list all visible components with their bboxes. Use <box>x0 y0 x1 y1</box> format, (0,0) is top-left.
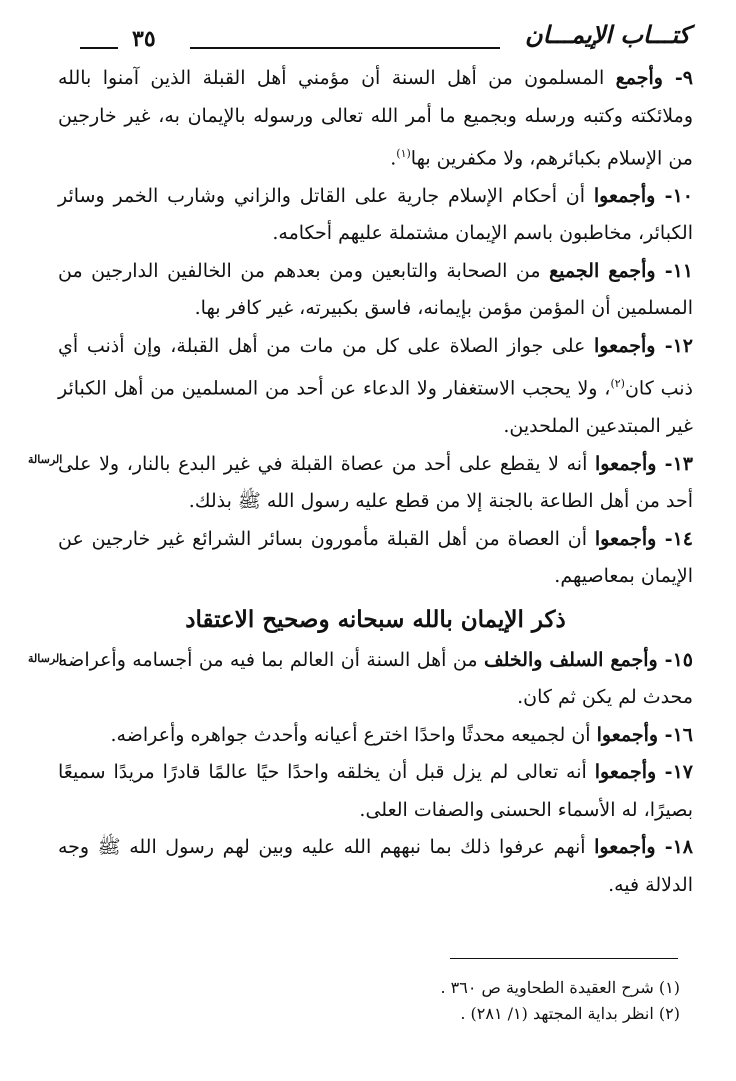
margin-note: الرسالة <box>28 453 63 466</box>
paragraph-text: من أهل السنة أن العالم بما فيه من أجسامه وأعراضه محدث لم يكن ثم كان. <box>58 648 693 709</box>
paragraph-text: أنه تعالى لم يزل قبل أن يخلقه واحدًا حيًا عالمًا قادرًا مريدًا سميعًا بصيرًا، له الأسماء الحسنى والصفات العلى. <box>58 761 693 821</box>
paragraph-text: أنه لا يقطع على أحد من عصاة القبلة في غير البدع بالنار، ولا على أحد من أهل الطاعة بالجنة إلا من قطع عليه رسول الله ﷺ بذلك. <box>58 452 693 513</box>
paragraph <box>58 829 693 904</box>
paragraph-tail: ، ولا يحجب الاستغفار ولا الدعاء عن أحد من المسلمين من أهل الكبائر غير المبتدعين الملحدين. <box>58 377 693 438</box>
paragraph <box>58 754 693 829</box>
paragraph-lead: ١٢- وأجمعوا <box>594 334 693 357</box>
paragraph <box>58 328 693 446</box>
header-rule <box>190 47 500 49</box>
footnote: (٢) انظر بداية المجتهد (١/ ٢٨١) . <box>460 1004 680 1023</box>
footnote: (١) شرح العقيدة الطحاوية ص ٣٦٠ . <box>440 978 680 997</box>
paragraph-lead: ١٥- وأجمع السلف والخلف <box>483 648 693 671</box>
paragraph-tail: . <box>390 147 397 170</box>
footnote-ref[interactable]: (٢) <box>610 377 625 391</box>
paragraph-lead: ١٠- وأجمعوا <box>593 184 693 207</box>
paragraph <box>58 521 693 596</box>
paragraph <box>58 446 693 521</box>
paragraph-lead: ٩- وأجمع <box>615 67 693 89</box>
paragraph <box>58 717 693 755</box>
footnotes <box>360 975 680 1027</box>
paragraph <box>58 642 693 717</box>
paragraph-lead: ١٣- وأجمعوا <box>595 452 693 475</box>
paragraph-text: أن العصاة من أهل القبلة مأمورون بسائر الشرائع غير خارجين عن الإيمان بمعاصيهم. <box>58 527 693 588</box>
paragraph-lead: ١٤- وأجمعوا <box>594 527 693 550</box>
paragraph-text: أن لجميعه محدثًا واحدًا اخترع أعيانه وأحدث جواهره وأعراضه. <box>110 723 597 746</box>
main-text <box>58 60 693 904</box>
paragraph-text: أن أحكام الإسلام جارية على القاتل والزاني وشارب الخمر وسائر الكبائر، مخاطبون باسم الإيمان مشتملة عليهم أحكامه. <box>58 184 693 245</box>
page-number: ٣٥ <box>132 26 156 52</box>
margin-note: الرسالة <box>28 652 63 665</box>
paragraph-text: أنهم عرفوا ذلك بما نبههم الله عليه وبين لهم رسول الله ﷺ وجه الدلالة فيه. <box>58 836 693 896</box>
footnote-divider <box>450 958 678 959</box>
paragraph-lead: ١٦- وأجمعوا <box>596 723 693 746</box>
paragraph <box>58 178 693 253</box>
page-header <box>60 20 700 60</box>
paragraph <box>58 253 693 328</box>
paragraph-lead: ١٧- وأجمعوا <box>594 761 693 784</box>
paragraph-lead: ١١- وأجمع الجميع <box>549 259 693 282</box>
paragraph-text: من الصحابة والتابعين ومن بعدهم من الخالفين الدارجين من المسلمين أن المؤمن مؤمن بإيمانه، فاسق بكبيرته، غير كافر بها. <box>58 259 693 320</box>
header-rule <box>80 47 118 49</box>
paragraph-text: على جواز الصلاة على كل من مات من أهل القبلة، وإن أذنب أي ذنب كان <box>58 334 694 400</box>
paragraph-text: المسلمون من أهل السنة أن مؤمني أهل القبلة الذين آمنوا بالله وملائكته وكتبه ورسله وبجميع ما أمر الله تعالى ورسوله بالإيمان به، غير خارجين من الإسلام بكبائرهم، ولا مكفرين بها <box>58 67 693 170</box>
book-title: كتـــاب الإيمـــان <box>525 20 690 49</box>
section-heading: ذكر الإيمان بالله سبحانه وصحيح الاعتقاد <box>185 605 566 633</box>
paragraph-lead: ١٨- وأجمعوا <box>594 836 694 859</box>
footnote-ref[interactable]: (١) <box>396 147 411 160</box>
paragraph <box>58 60 693 178</box>
